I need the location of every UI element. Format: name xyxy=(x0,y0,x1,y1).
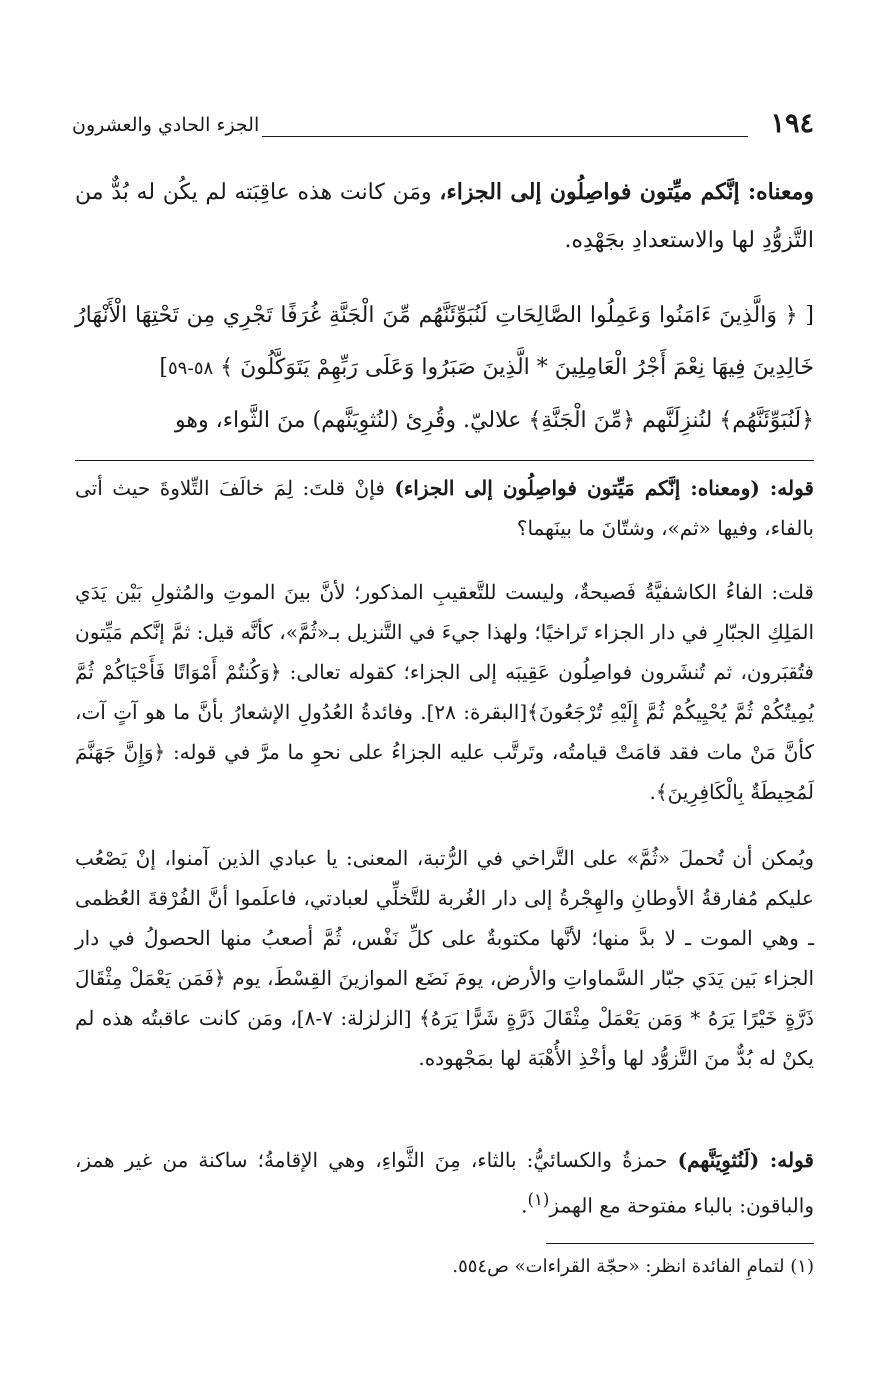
footnote-marker: (١) xyxy=(790,1256,814,1277)
commentary-1-lead: قوله: (ومعناه: إنَّكم مَيِّتون فواصِلُون إلى الجزاء) xyxy=(394,476,814,500)
commentary-4-end: . xyxy=(521,1193,528,1218)
verse-text: ﴿ وَالَّذِينَ ءَامَنُوا وَعَمِلُوا الصَّالِحَاتِ لَنُبَوِّئَنَّهُم مِّنَ الْجَنَّةِ غُرَفًا تَجْرِي مِن تَحْتِهَا الْأَنْهَارُ خَالِدِينَ فِيهَا نِعْمَ أَجْرُ الْعَامِلِينَ * الَّذِينَ صَبَرُوا وَعَلَى رَبِّهِمْ يَتَوَكَّلُونَ ﴾ xyxy=(75,303,814,380)
commentary-4-rest: حمزةُ والكسائيُّ: بالثاء، مِنَ الثَّواءِ، وهي الإقامةُ؛ ساكنة من غير همز، والباقون: بالباء مفتوحة مع الهمز xyxy=(75,1148,814,1218)
commentary-paragraph-3: ويُمكن أن تُحملَ «ثُمَّ» على التَّراخي في الرُّتبة، المعنى: يا عبادي الذين آمنوا، إنْ يَصْعُب عليكم مُفارقةُ الأوطانِ والهِجْرةُ إلى دار الغُربة للتَّخلِّي لعبادتي، فاعلَموا أنَّ الفُرْقةَ العُظمى ـ وهي الموت ـ لا بدَّ منها؛ لأنَّها مكتوبةٌ على كلِّ نَفْس، ثُمَّ أصعبُ منها الحصولُ في دار الجزاء بَين يَدَي جبّار السَّماواتِ والأرض، يومَ نَضَع الموازينَ القِسْطَ، يوم ﴿فَمَن يَعْمَلْ مِثْقَالَ ذَرَّةٍ خَيْرًا يَرَهُ * وَمَن يَعْمَلْ مِثْقَالَ ذَرَّةٍ شَرًّا يَرَهُ﴾ [الزلزلة: ٧-٨]، ومَن كانت عاقبتُه هذه لم يكنْ له بُدٌّ منَ التَّزوُّد لها وأخْذِ الأُهْبَة لها بمَجْهوده. xyxy=(75,846,814,1070)
verse-gloss: ﴿لَنُبَوِّئَنَّهُم﴾ لنُنزِلَنَّهم ﴿مِّنَ الْجَنَّةِ﴾ علاليّ. وقُرِئ (لنُثوِيَنَّهم) منَ الثَّواء، وهو xyxy=(175,408,814,433)
commentary-1-rest: فإنْ قلتَ: لِمَ خالَفَ التِّلاوةَ حيث أتى بالفاء، وفيها «ثم»، وشتّانَ ما بينَهما؟ xyxy=(75,476,814,540)
verse-reference: ٥٨-٥٩ xyxy=(168,358,214,379)
footnote xyxy=(75,1252,814,1282)
quran-verse xyxy=(75,290,814,395)
running-title: الجزء الحادي والعشرون xyxy=(72,114,260,136)
page-header xyxy=(72,108,814,148)
commentary-paragraph-4 xyxy=(75,1140,814,1226)
footnote-reference: (١) xyxy=(527,1190,550,1209)
verse-close-bracket: ] xyxy=(159,355,169,380)
page-number: ١٩٤ xyxy=(770,108,814,139)
main-text-rest: ومَن كانت هذه عاقِبَته لم يكُن له بُدٌّ من التَّزوُّدِ لها والاستعدادِ بجَهْدِه. xyxy=(75,180,814,253)
commentary-divider xyxy=(75,460,814,461)
verse-open-bracket: [ xyxy=(805,303,814,328)
main-text-lead: ومعناه: إنَّكم ميِّتون فواصِلُون إلى الجزاء، xyxy=(439,179,815,205)
commentary-paragraph-1 xyxy=(75,468,814,548)
commentary-4-lead: قوله: (لَنُثوِيَنَّهم) xyxy=(677,1148,814,1172)
commentary-paragraph-2: قلت: الفاءُ الكاشفيَّةُ فَصيحةٌ، وليست للتَّعقيبِ المذكور؛ لأنَّ بينَ الموتِ والمُثولِ بَيْن يَدَي المَلِكِ الجبّارِ في دار الجزاء تَراخيًا؛ ولهذا جيءَ في التَّنزيل بـ«ثُمَّ»، كأنَّه قيل: ثمَّ إنَّكم مَيِّتون فتُقبَرون، ثم تُنشَرون فواصِلُون عَقِيبَه إلى الجزاء؛ كقوله تعالى: ﴿وَكُنتُمْ أَمْوَاتًا فَأَحْيَاكُمْ ثُمَّ يُمِيتُكُمْ ثُمَّ يُحْيِيكُمْ ثُمَّ إِلَيْهِ تُرْجَعُونَ﴾[البقرة: ٢٨]. وفائدةُ العُدُولِ الإشعارُ بأنَّ ما هو آتٍ آت، كأنَّ مَنْ مات فقد قامَتْ قيامتُه، وتَرتَّب عليه الجزاءُ على نحوِ ما مرَّ في قوله: ﴿وَإِنَّ جَهَنَّمَ لَمُحِيطَةٌ بِالْكَافِرِينَ﴾. xyxy=(75,580,815,804)
main-text xyxy=(75,168,814,265)
footnote-rule xyxy=(546,1243,814,1244)
footnote-text: لتمامِ الفائدة انظر: «حجّة القراءات» ص٥٥٤. xyxy=(452,1256,791,1277)
header-rule xyxy=(262,136,748,137)
